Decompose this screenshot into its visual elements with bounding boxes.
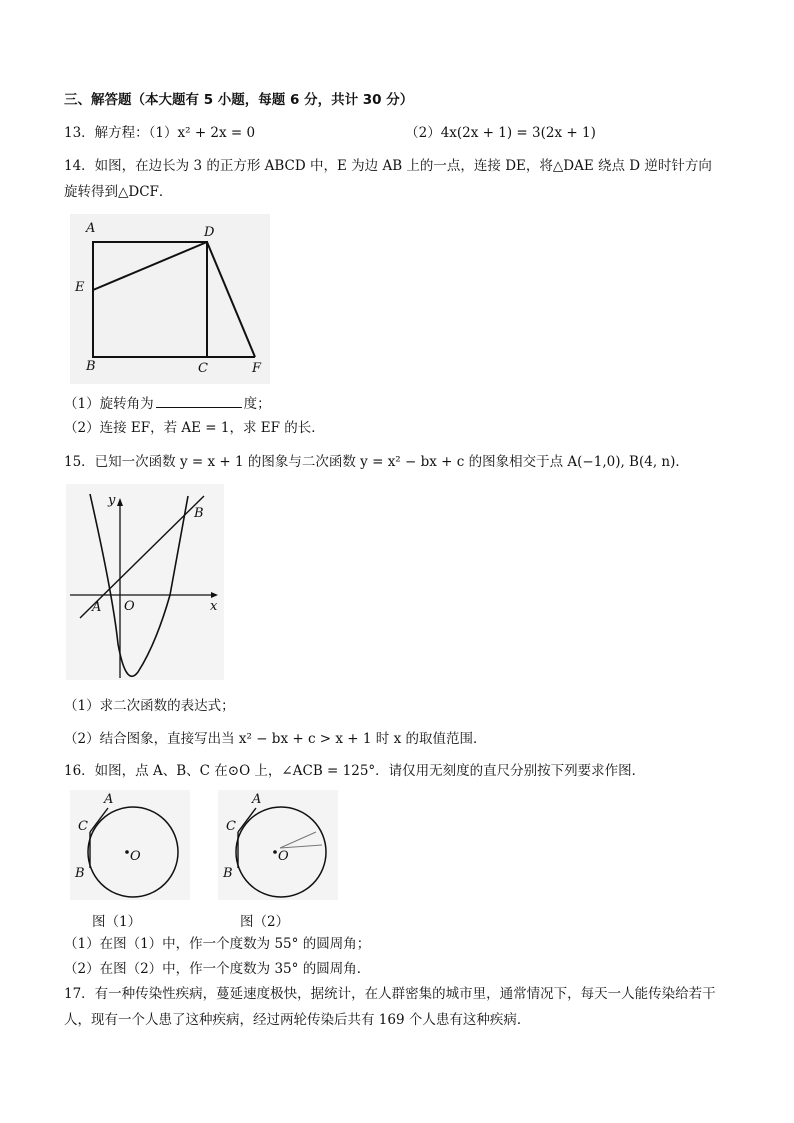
q14-label-E: E [75, 280, 85, 295]
q17-stem-line2: 人，现有一个人患了这种疾病，经过两轮传染后共有 169 个人患有这种疾病． [64, 1012, 531, 1028]
q14-sub1-suffix: 度； [243, 396, 271, 412]
q16-fig2-label-B: B [223, 866, 233, 881]
q16-fig1-label-B: B [75, 866, 85, 881]
q14-sub1 [64, 395, 271, 413]
q16-stem: 16．如图，点 A、B、C 在⊙O 上，∠ACB = 125°．请仅用无刻度的直尺分别按下列要求作图． [64, 763, 646, 779]
q13-part1: 13．解方程：（1）x² + 2x = 0 [64, 125, 256, 141]
q14-square-figure [70, 214, 270, 384]
q14-sub2: （2）连接 EF，若 AE = 1，求 EF 的长． [64, 420, 325, 436]
q14-label-C: C [198, 361, 208, 376]
q16-sub1: （1）在图（1）中，作一个度数为 55° 的圆周角； [64, 936, 371, 952]
q15-label-A: A [92, 600, 102, 615]
q16-fig2-label-O: O [278, 849, 289, 864]
q14-label-D: D [204, 225, 215, 240]
q14-label-B: B [86, 359, 96, 374]
q14-sub1-prefix: （1）旋转角为 [64, 396, 154, 412]
q13-part2: （2）4x(2x + 1) = 3(2x + 1) [405, 125, 596, 141]
q15-sub1: （1）求二次函数的表达式； [64, 698, 235, 714]
q16-sub2: （2）在图（2）中，作一个度数为 35° 的圆周角． [64, 961, 371, 977]
q16-figure-2 [218, 790, 338, 900]
q14-stem-line2: 旋转得到△DCF． [64, 184, 173, 200]
section-title: 三、解答题（本大题有 5 小题，每题 6 分，共计 30 分） [64, 92, 414, 108]
q16-fig1-caption: 图（1） [92, 914, 142, 930]
q15-stem: 15．已知一次函数 y = x + 1 的图象与二次函数 y = x² − bx + c 的图象相交于点 A(−1,0), B(4, n)． [64, 454, 689, 470]
q16-fig2-label-C: C [226, 819, 236, 834]
q16-figure-1 [70, 790, 190, 900]
q15-label-B: B [194, 506, 204, 521]
q16-fig1-label-A: A [104, 792, 114, 807]
q16-fig1-label-C: C [78, 819, 88, 834]
q15-label-y: y [108, 493, 116, 508]
answer-blank[interactable] [156, 395, 242, 408]
q15-sub2: （2）结合图象，直接写出当 x² − bx + c > x + 1 时 x 的取值范围． [64, 731, 487, 747]
q16-fig1-label-O: O [130, 849, 141, 864]
q14-label-A: A [86, 221, 96, 236]
q17-stem-line1: 17．有一种传染性疾病，蔓延速度极快，据统计，在人群密集的城市里，通常情况下，每天一人能传染给若干 [64, 986, 716, 1002]
q15-label-x: x [210, 599, 218, 614]
q16-fig2-label-A: A [252, 792, 262, 807]
q16-fig2-caption: 图（2） [240, 914, 290, 930]
q15-label-O: O [124, 599, 135, 614]
q14-stem-line1: 14．如图，在边长为 3 的正方形 ABCD 中，E 为边 AB 上的一点，连接 DE，将△DAE 绕点 D 逆时针方向 [64, 158, 712, 174]
q15-graph-figure [66, 484, 224, 680]
q13-line [64, 124, 596, 142]
q14-label-F: F [252, 361, 262, 376]
